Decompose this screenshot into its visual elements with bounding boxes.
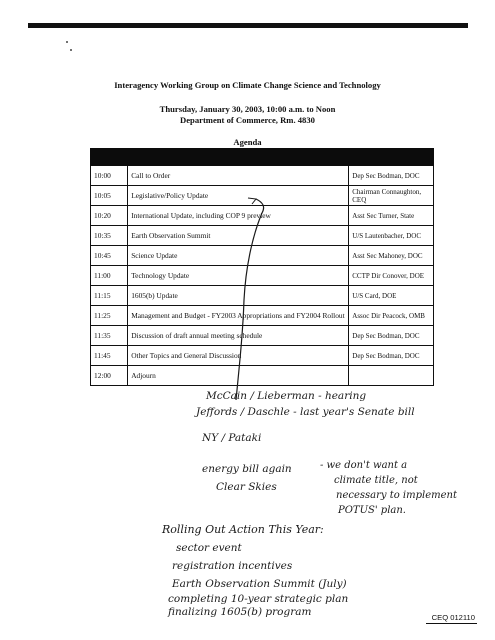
- note-finalizing: finalizing 1605(b) program: [168, 606, 312, 618]
- note-energy-bill: energy bill again: [202, 463, 292, 475]
- document-id-stamp: CEQ 012110: [426, 613, 477, 624]
- row-topic: Other Topics and General Discussion: [128, 346, 349, 366]
- row-time: 10:05: [91, 186, 128, 206]
- top-scan-bar: [28, 23, 468, 28]
- table-row: [91, 326, 434, 346]
- note-climate-title: climate title, not: [334, 475, 418, 486]
- note-earth-obs: Earth Observation Summit (July): [172, 578, 347, 590]
- table-row: [91, 266, 434, 286]
- row-lead: Dep Sec Bodman, DOC: [349, 166, 434, 186]
- row-lead: Asst Sec Turner, State: [349, 206, 434, 226]
- row-lead: Dep Sec Bodman, DOC: [349, 346, 434, 366]
- table-row: [91, 206, 434, 226]
- row-topic: Call to Order: [128, 166, 349, 186]
- row-topic: Management and Budget - FY2003 Appropriations and FY2004 Rollout: [128, 306, 349, 326]
- row-topic: Adjourn: [128, 366, 349, 386]
- scan-speck: [70, 49, 72, 51]
- row-topic: 1605(b) Update: [128, 286, 349, 306]
- note-mccain-lieberman: McCain / Lieberman - hearing: [206, 390, 367, 402]
- row-topic: Legislative/Policy Update: [128, 186, 349, 206]
- note-necessary: necessary to implement: [336, 490, 457, 501]
- row-topic: International Update, including COP 9 preview: [128, 206, 349, 226]
- table-row: [91, 246, 434, 266]
- agenda-heading: Agenda: [233, 137, 262, 147]
- row-time: 11:15: [91, 286, 128, 306]
- note-dont-want: - we don't want a: [320, 460, 408, 471]
- row-lead: Dep Sec Bodman, DOC: [349, 326, 434, 346]
- table-row: [91, 346, 434, 366]
- row-time: 11:45: [91, 346, 128, 366]
- meeting-location: Department of Commerce, Rm. 4830: [180, 115, 315, 125]
- agenda-header-bar: [91, 149, 434, 166]
- row-time: 10:20: [91, 206, 128, 226]
- note-rolling-out: Rolling Out Action This Year:: [162, 523, 324, 536]
- row-time: 11:25: [91, 306, 128, 326]
- row-time: 12:00: [91, 366, 128, 386]
- row-lead: CCTP Dir Conover, DOE: [349, 266, 434, 286]
- row-topic: Technology Update: [128, 266, 349, 286]
- row-time: 10:45: [91, 246, 128, 266]
- scan-speck: [66, 41, 68, 43]
- note-registration: registration incentives: [172, 560, 293, 572]
- row-time: 10:00: [91, 166, 128, 186]
- table-row: [91, 186, 434, 206]
- row-lead: U/S Card, DOE: [349, 286, 434, 306]
- row-lead: [349, 366, 434, 386]
- table-row: [91, 286, 434, 306]
- row-time: 11:00: [91, 266, 128, 286]
- table-row: [91, 226, 434, 246]
- row-topic: Science Update: [128, 246, 349, 266]
- note-jeffords-daschle: Jeffords / Daschle - last year's Senate bill: [196, 406, 415, 418]
- row-lead: Assoc Dir Peacock, OMB: [349, 306, 434, 326]
- note-ny-pataki: NY / Pataki: [202, 432, 262, 444]
- row-lead: Asst Sec Mahoney, DOC: [349, 246, 434, 266]
- table-row: [91, 166, 434, 186]
- note-clear-skies: Clear Skies: [216, 481, 277, 493]
- row-topic: Earth Observation Summit: [128, 226, 349, 246]
- row-lead: U/S Lautenbacher, DOC: [349, 226, 434, 246]
- note-potus-plan: POTUS' plan.: [338, 505, 406, 516]
- row-topic: Discussion of draft annual meeting schedule: [128, 326, 349, 346]
- note-sector-event: sector event: [176, 542, 242, 554]
- org-title: Interagency Working Group on Climate Change Science and Technology: [114, 80, 381, 90]
- agenda-table: [90, 148, 434, 386]
- table-row: [91, 306, 434, 326]
- row-lead: Chairman Connaughton, CEQ: [349, 186, 434, 206]
- meeting-date: Thursday, January 30, 2003, 10:00 a.m. to Noon: [159, 104, 336, 114]
- row-time: 10:35: [91, 226, 128, 246]
- note-strategic-plan: completing 10-year strategic plan: [168, 593, 349, 605]
- row-time: 11:35: [91, 326, 128, 346]
- table-row: [91, 366, 434, 386]
